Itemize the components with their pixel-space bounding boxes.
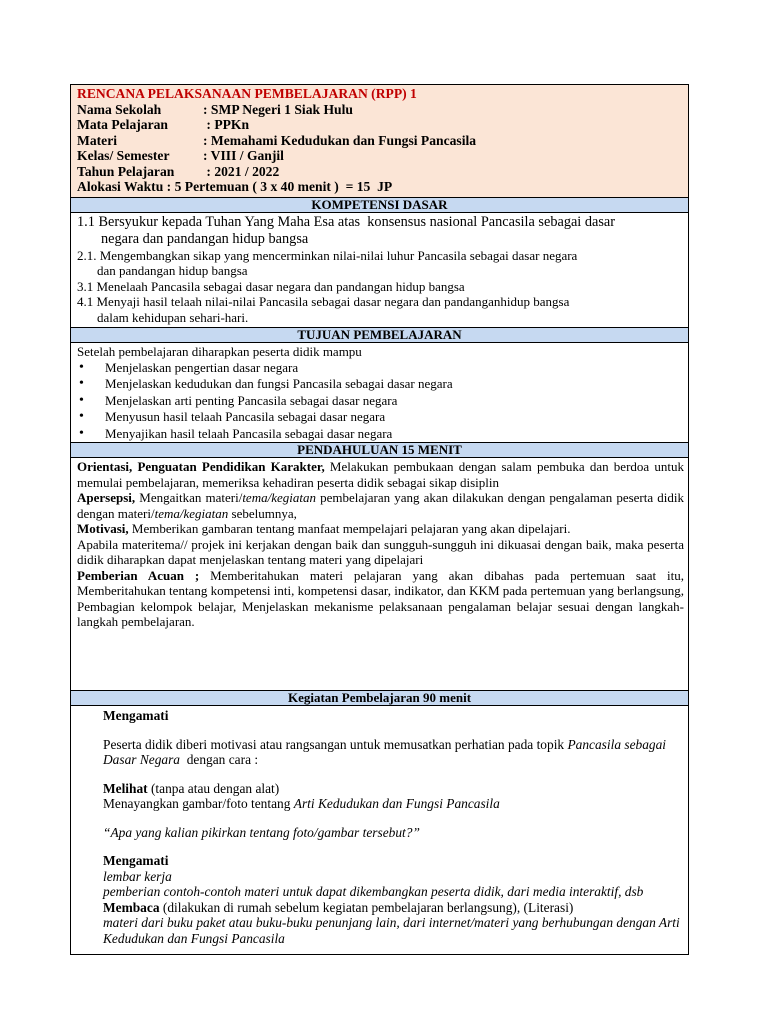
kd-2-1 bbox=[77, 248, 684, 279]
header-label: Materi bbox=[77, 132, 117, 148]
rpp-document bbox=[70, 84, 689, 955]
lembar-text: lembar kerja bbox=[103, 868, 172, 884]
membaca-label: Membaca bbox=[103, 899, 160, 915]
kompetensi-dasar-heading: KOMPETENSI DASAR bbox=[71, 198, 688, 213]
orientasi-text: Melakukan pembukaan dengan salam pembuka dan berdoa untuk memulai pembelajaran, memeriksa kehadiran peserta didik sebagai sikap disiplin bbox=[77, 459, 684, 490]
motivasi-italic: Pancasila sebagai Dasar Negara bbox=[103, 736, 667, 768]
mengamati-heading-2 bbox=[103, 853, 682, 869]
acuan-label: Pemberian Acuan ; bbox=[77, 567, 200, 583]
kompetensi-dasar-section bbox=[71, 198, 688, 329]
acuan-paragraph bbox=[77, 568, 684, 630]
kd-2-1-line2: dan pandangan hidup bangsa bbox=[97, 263, 248, 278]
header-label: Mata Pelajaran bbox=[77, 117, 168, 132]
tujuan-list bbox=[77, 360, 684, 443]
mengamati-heading bbox=[103, 708, 682, 724]
list-item: • Menjelaskan kedudukan dan fungsi Pancasila sebagai dasar negara bbox=[77, 376, 684, 393]
rpp-title: RENCANA PELAKSANAAN PEMBELAJARAN (RPP) 1 bbox=[77, 86, 417, 101]
materi-text: materi dari buku paket atau buku-buku penunjang lain, dari internet/materi yang berhubungan dengan Arti Kedudukan dan Fungsi Pancasila bbox=[103, 915, 680, 946]
kegiatan-body bbox=[71, 708, 688, 954]
kd-1-1-line2: negara dan pandangan hidup bangsa bbox=[101, 230, 309, 247]
motivasi-paragraph bbox=[103, 737, 682, 768]
pendahuluan-body bbox=[71, 458, 688, 690]
pemberian-line bbox=[103, 884, 682, 900]
header-value: : SMP Negeri 1 Siak Hulu bbox=[203, 101, 353, 117]
orientasi-label: Orientasi, Penguatan Pendidikan Karakter, bbox=[77, 459, 325, 475]
mengamati-label-2: Mengamati bbox=[103, 853, 169, 869]
rpp-header bbox=[71, 85, 688, 198]
mengamati-label: Mengamati bbox=[103, 708, 169, 724]
pendahuluan-section bbox=[71, 443, 688, 691]
list-item: • Menjelaskan arti penting Pancasila sebagai dasar negara bbox=[77, 393, 684, 410]
header-alokasi: Alokasi Waktu : 5 Pertemuan ( 3 x 40 menit ) = 15 JP bbox=[77, 179, 393, 194]
pemberian-text: pemberian contoh-contoh materi untuk dapat dikembangkan peserta didik, dari media interaktif, dsb bbox=[103, 884, 644, 900]
menayangkan-text: Menayangkan gambar/foto tentang bbox=[103, 796, 294, 812]
list-item: • Menjelaskan pengertian dasar negara bbox=[77, 360, 684, 377]
apersepsi-label: Apersepsi, bbox=[77, 490, 136, 506]
kd-2-1-line1: 2.1. Mengembangkan sikap yang mencerminkan nilai-nilai luhur Pancasila sebagai dasar negara bbox=[77, 247, 578, 263]
apabila-paragraph: Apabila materitema// projek ini kerjakan dengan baik dan sungguh-sungguh ini dikuasai dengan baik, maka peserta didik diharapkan dapat menjelaskan tentang materi yang dipelajari bbox=[77, 536, 684, 568]
kd-1-1 bbox=[77, 214, 684, 248]
motivasi-label: Motivasi, bbox=[77, 521, 129, 537]
list-item: • Menyajikan hasil telaah Pancasila sebagai dasar negara bbox=[77, 426, 684, 443]
kd-3-1: 3.1 Menelaah Pancasila sebagai dasar negara dan pandangan hidup bangsa bbox=[77, 278, 465, 294]
kd-4-1-line2: dalam kehidupan sehari-hari. bbox=[97, 309, 249, 325]
header-row-tahun bbox=[77, 164, 682, 180]
apersepsi-text: pembelajaran yang akan dilakukan dengan pengalaman peserta didik dengan materi/ bbox=[77, 490, 684, 521]
kd-4-1-line1: 4.1 Menyaji hasil telaah nilai-nilai Pancasila sebagai dasar negara dan pandanganhidup bangsa bbox=[77, 294, 570, 309]
apersepsi-italic: tema/kegiatan bbox=[242, 490, 316, 506]
tujuan-intro: Setelah pembelajaran diharapkan peserta didik mampu bbox=[77, 344, 362, 359]
tujuan-heading: TUJUAN PEMBELAJARAN bbox=[71, 328, 688, 343]
header-row-sekolah bbox=[77, 102, 682, 118]
tujuan-section bbox=[71, 328, 688, 443]
header-value: : VIII / Ganjil bbox=[203, 148, 284, 163]
kd-4-1 bbox=[77, 294, 684, 325]
kd-1-1-line1: 1.1 Bersyukur kepada Tuhan Yang Maha Esa atas konsensus nasional Pancasila sebagai dasar bbox=[77, 213, 616, 230]
acuan-text: Memberitahukan materi pelajaran yang akan dibahas pada pertemuan saat itu, Memberitahukan tentang kompetensi inti, kompetensi dasar, indikator, dan KKM pada pertemuan yang berlangsung, Pembagian kelompok belajar, Menjelaskan mekanisme pelaksanaan pengalaman belajar sesuai dengan langkah-langkah pembelajaran. bbox=[77, 567, 685, 630]
kompetensi-dasar-body bbox=[71, 213, 688, 328]
quote-line bbox=[103, 825, 682, 841]
membaca-line bbox=[103, 900, 682, 916]
motivasi-paragraph bbox=[77, 521, 684, 537]
apersepsi-text: sebelumnya, bbox=[228, 505, 297, 521]
orientasi-paragraph bbox=[77, 459, 684, 490]
motivasi-text: Memberikan gambaran tentang manfaat mempelajari pelajaran yang akan dipelajari. bbox=[128, 521, 571, 537]
quote-text: “Apa yang kalian pikirkan tentang foto/gambar tersebut?” bbox=[103, 824, 420, 840]
motivasi-text: Peserta didik diberi motivasi atau rangsangan untuk memusatkan perhatian pada topik bbox=[103, 736, 568, 752]
membaca-text: (dilakukan di rumah sebelum kegiatan pembelajaran berlangsung), (Literasi) bbox=[159, 899, 574, 915]
header-row-materi bbox=[77, 133, 682, 149]
kegiatan-section bbox=[71, 691, 688, 954]
header-value: : 2021 / 2022 bbox=[203, 163, 280, 179]
apersepsi-text: Mengaitkan materi/ bbox=[135, 490, 243, 506]
menayangkan-line bbox=[103, 796, 682, 812]
motivasi-end: dengan cara : bbox=[180, 752, 259, 768]
melihat-line bbox=[103, 781, 682, 797]
materi-line bbox=[103, 915, 682, 946]
header-row-kelas bbox=[77, 148, 682, 164]
header-label: Nama Sekolah bbox=[77, 101, 162, 117]
header-value: : Memahami Kedudukan dan Fungsi Pancasila bbox=[203, 132, 477, 148]
apersepsi-italic: tema/kegiatan bbox=[154, 505, 229, 521]
lembar-line bbox=[103, 869, 682, 885]
menayangkan-italic: Arti Kedudukan dan Fungsi Pancasila bbox=[293, 796, 500, 812]
kegiatan-heading: Kegiatan Pembelajaran 90 menit bbox=[71, 691, 688, 706]
header-label: Kelas/ Semester bbox=[77, 148, 170, 163]
apersepsi-paragraph bbox=[77, 490, 684, 521]
header-row-mapel bbox=[77, 117, 682, 133]
melihat-text: (tanpa atau dengan alat) bbox=[147, 780, 280, 796]
melihat-label: Melihat bbox=[103, 780, 148, 796]
tujuan-body bbox=[71, 343, 688, 442]
header-value: : PPKn bbox=[203, 117, 250, 132]
pendahuluan-heading: PENDAHULUAN 15 MENIT bbox=[71, 443, 688, 458]
list-item: • Menyusun hasil telaah Pancasila sebagai dasar negara bbox=[77, 409, 684, 426]
header-label: Tahun Pelajaran bbox=[77, 163, 175, 179]
